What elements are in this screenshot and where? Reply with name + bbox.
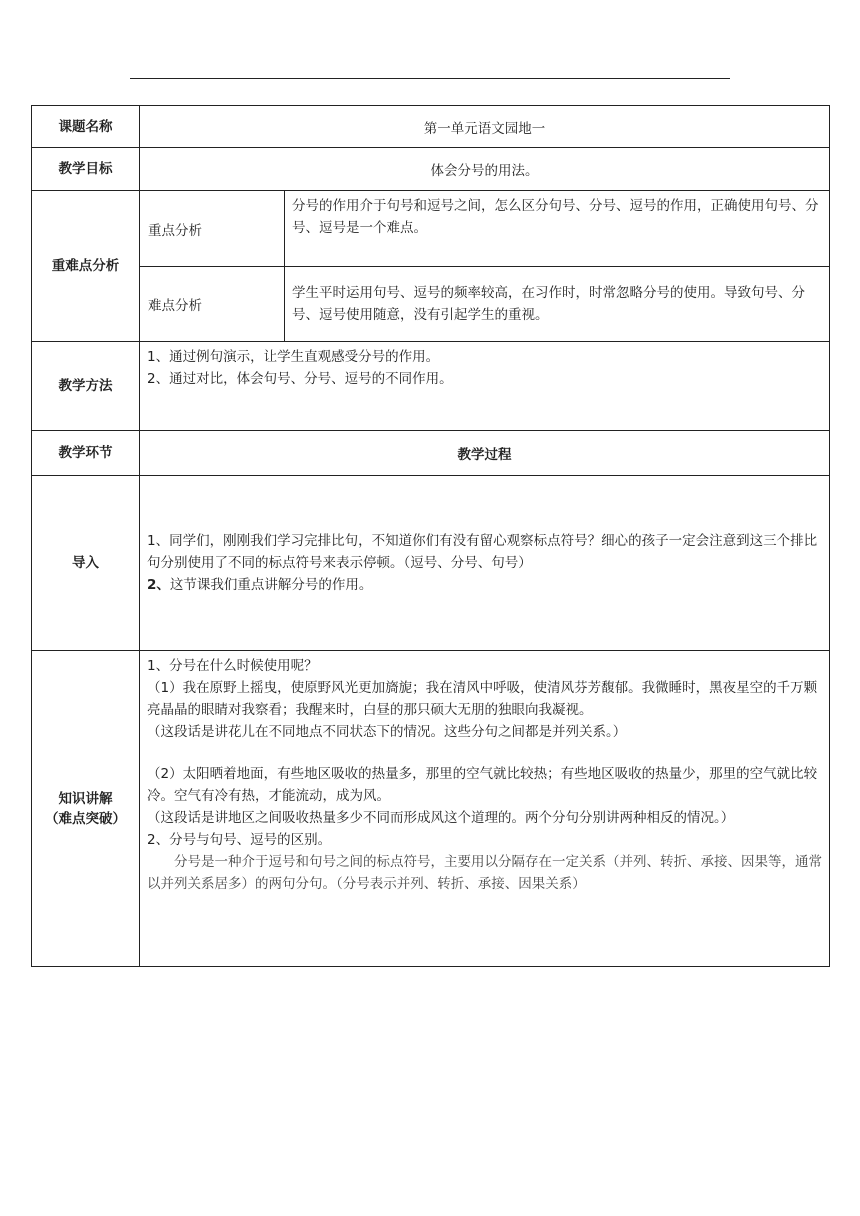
knowledge-paragraph: （2）太阳晒着地面，有些地区吸收的热量多，那里的空气就比较热；有些地区吸收的热量少，那里的空气就比较冷。空气有冷有热，才能流动，成为风。	[147, 766, 818, 804]
row-key-analysis	[32, 191, 830, 267]
paragraph-spacer	[147, 743, 823, 763]
row-course	[32, 106, 830, 148]
row-difficult-analysis	[32, 267, 830, 342]
header-rule	[130, 78, 730, 79]
knowledge-paragraph: 分号是一种介于逗号和句号之间的标点符号，主要用以分隔存在一定关系（并列、转折、承接、因果等，通常以并列关系居多）的两句分句。（分号表示并列、转折、承接、因果关系）	[147, 854, 822, 892]
knowledge-label-line: 知识讲解	[58, 790, 113, 807]
process-stage-label: 教学环节	[32, 431, 140, 476]
row-method	[32, 342, 830, 431]
method-item: 1、通过例句演示，让学生直观感受分号的作用。	[147, 349, 440, 365]
method-label: 教学方法	[32, 342, 140, 431]
intro-content	[140, 476, 830, 651]
key-analysis-label: 重点分析	[140, 191, 285, 267]
lesson-plan-table	[31, 105, 830, 967]
knowledge-paragraph: 2、分号与句号、逗号的区别。	[147, 832, 332, 848]
goal-text: 体会分号的用法。	[140, 148, 830, 191]
row-process-header	[32, 431, 830, 476]
row-intro	[32, 476, 830, 651]
process-title: 教学过程	[140, 431, 830, 476]
intro-number: 2、	[147, 577, 170, 593]
knowledge-paragraph: （这段话是讲花儿在不同地点不同状态下的情况。这些分句之间都是并列关系。）	[147, 724, 627, 740]
goal-label: 教学目标	[32, 148, 140, 191]
knowledge-content	[140, 651, 830, 967]
knowledge-paragraph: （这段话是讲地区之间吸收热量多少不同而形成风这个道理的。两个分句分别讲两种相反的情况。）	[147, 810, 735, 826]
intro-paragraph	[147, 574, 823, 596]
key-analysis-text: 分号的作用介于句号和逗号之间，怎么区分句号、分号、逗号的作用，正确使用句号、分号、逗号是一个难点。	[285, 191, 830, 267]
row-goal	[32, 148, 830, 191]
knowledge-label-line: （难点突破）	[45, 810, 126, 827]
difficult-analysis-text: 学生平时运用句号、逗号的频率较高，在习作时，时常忽略分号的使用。导致句号、分号、逗号使用随意，没有引起学生的重视。	[285, 267, 830, 342]
knowledge-label	[32, 651, 140, 967]
difficult-analysis-label: 难点分析	[140, 267, 285, 342]
intro-paragraph: 1、同学们，刚刚我们学习完排比句，不知道你们有没有留心观察标点符号？细心的孩子一定会注意到这三个排比句分别使用了不同的标点符号来表示停顿。（逗号、分号、句号）	[147, 533, 818, 571]
method-content	[140, 342, 830, 431]
knowledge-paragraph: （1）我在原野上摇曳，使原野风光更加旖旎；我在清风中呼吸，使清风芬芳馥郁。我微睡时，黑夜星空的千万颗亮晶晶的眼睛对我察看；我醒来时，白昼的那只硕大无朋的独眼向我凝视。	[147, 680, 818, 718]
intro-text: 这节课我们重点讲解分号的作用。	[169, 577, 373, 593]
knowledge-paragraph: 1、分号在什么时候使用呢？	[147, 658, 318, 674]
row-knowledge	[32, 651, 830, 967]
course-label: 课题名称	[32, 106, 140, 148]
intro-label: 导入	[32, 476, 140, 651]
method-item: 2、通过对比，体会句号、分号、逗号的不同作用。	[147, 371, 453, 387]
course-title: 第一单元语文园地一	[140, 106, 830, 148]
analysis-label: 重难点分析	[32, 191, 140, 342]
